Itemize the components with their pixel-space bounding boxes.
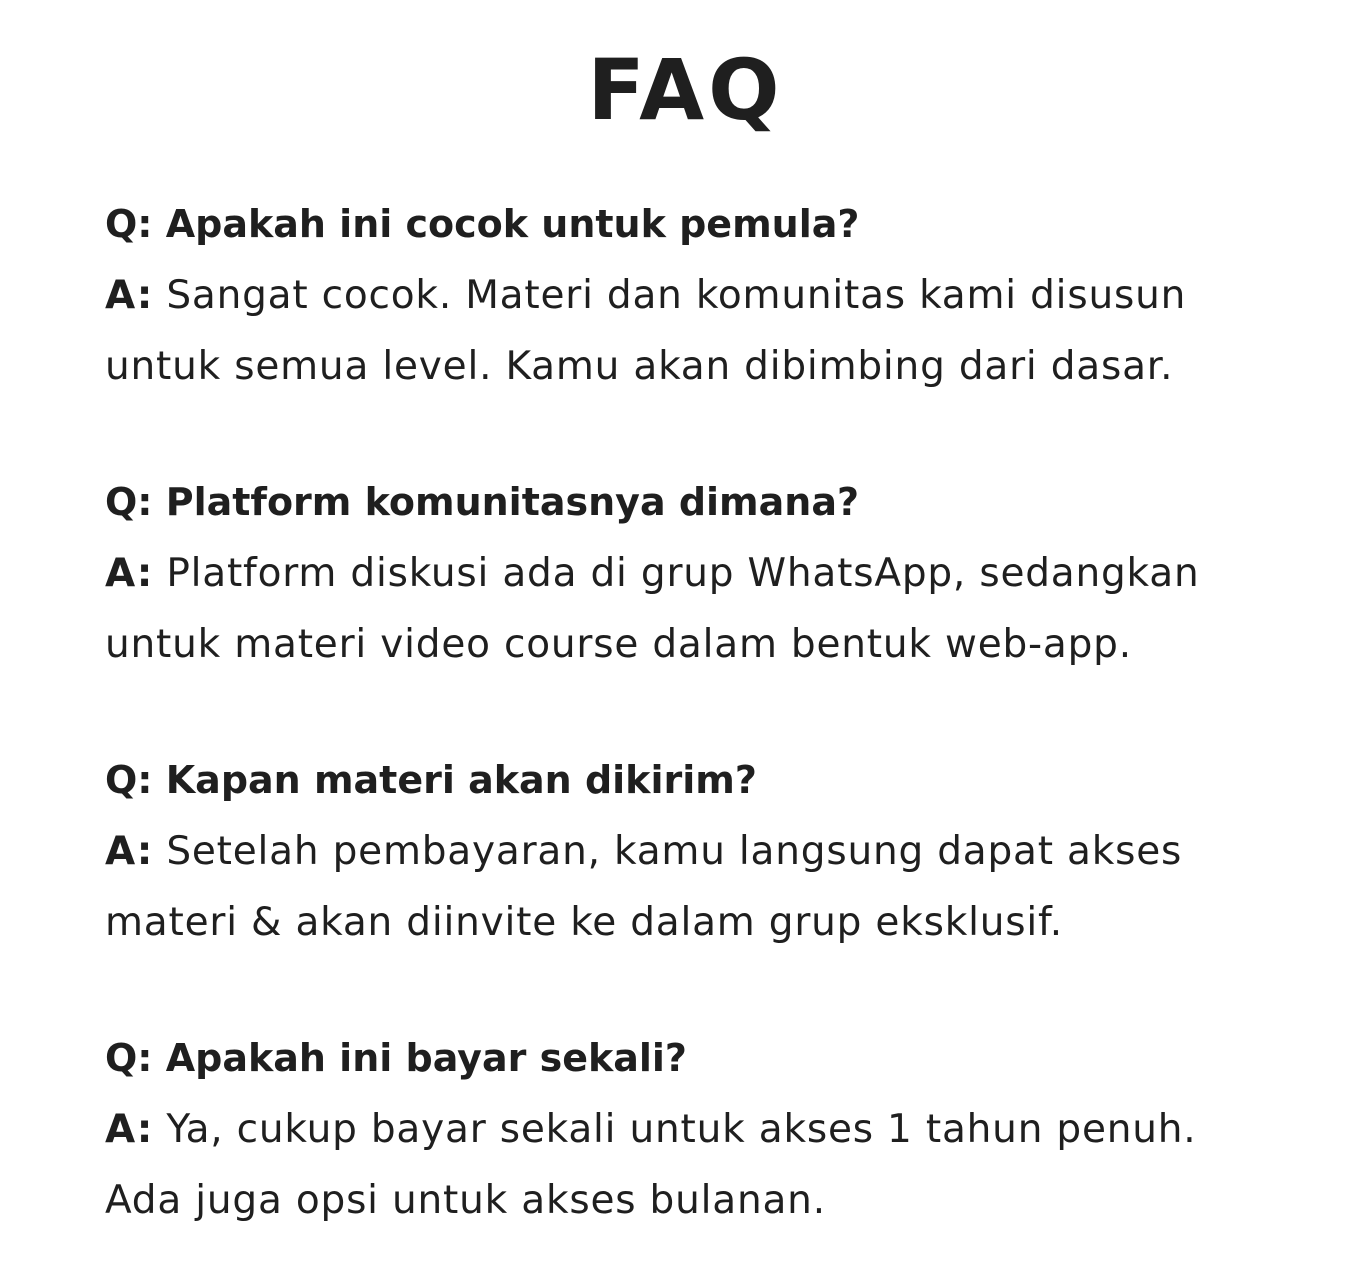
faq-list — [105, 194, 1266, 1236]
faq-question: Q: Apakah ini bayar sekali? — [105, 1036, 687, 1080]
answer-prefix: A: — [105, 551, 154, 596]
answer-text: Ya, cukup bayar sekali untuk akses 1 tahun penuh. Ada juga opsi untuk akses bulanan. — [105, 1107, 1197, 1223]
faq-item-payment — [105, 1028, 1266, 1236]
answer-text: Setelah pembayaran, kamu langsung dapat akses materi & akan diinvite ke dalam grup eksklusif. — [105, 829, 1183, 945]
faq-question: Q: Apakah ini cocok untuk pemula? — [105, 202, 860, 246]
answer-text: Platform diskusi ada di grup WhatsApp, sedangkan untuk materi video course dalam bentuk web-app. — [105, 551, 1200, 667]
page-title: FAQ — [587, 41, 784, 139]
answer-prefix: A: — [105, 273, 154, 318]
faq-answer — [105, 1094, 1266, 1236]
faq-question: Q: Kapan materi akan dikirim? — [105, 758, 757, 802]
faq-answer — [105, 538, 1266, 680]
faq-answer — [105, 260, 1266, 402]
answer-prefix: A: — [105, 829, 154, 874]
faq-item-delivery — [105, 750, 1266, 958]
faq-item-beginner — [105, 194, 1266, 402]
faq-item-platform — [105, 472, 1266, 680]
faq-answer — [105, 816, 1266, 958]
answer-prefix: A: — [105, 1107, 154, 1152]
faq-question: Q: Platform komunitasnya dimana? — [105, 480, 860, 524]
answer-text: Sangat cocok. Materi dan komunitas kami disusun untuk semua level. Kamu akan dibimbing dari dasar. — [105, 273, 1187, 389]
